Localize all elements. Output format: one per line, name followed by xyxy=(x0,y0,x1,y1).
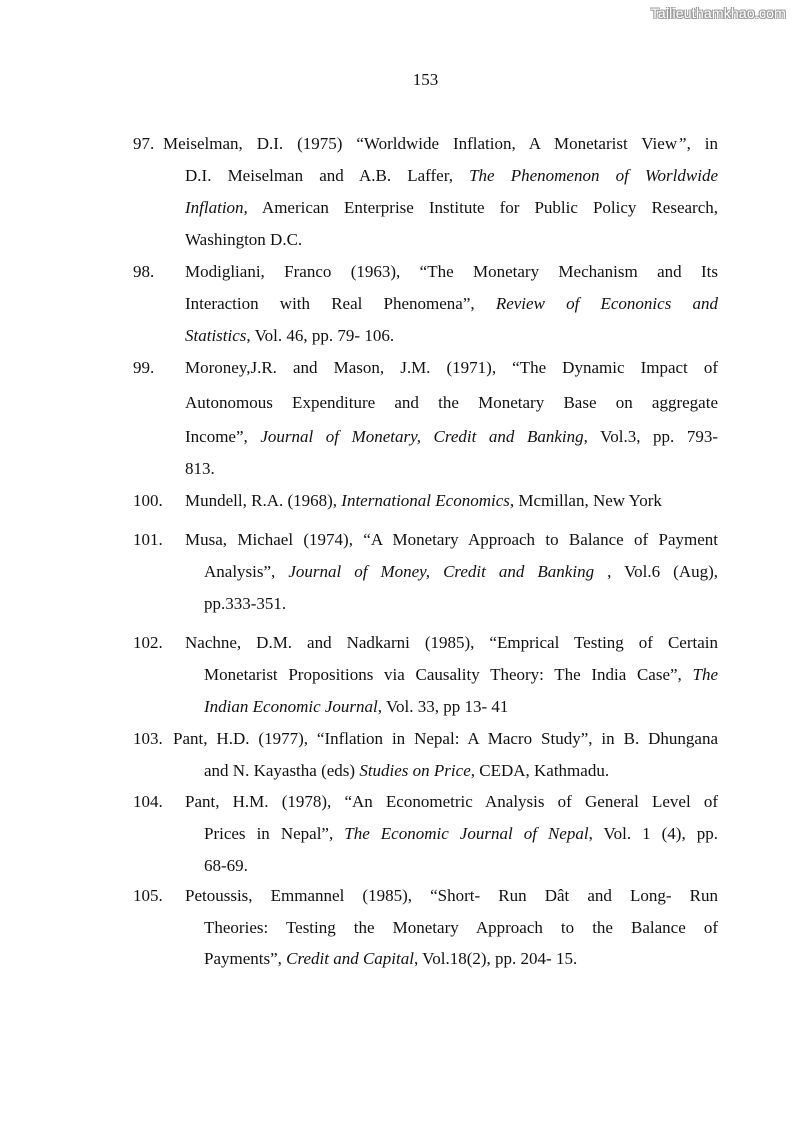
text: , Vol.6 (Aug), xyxy=(594,562,719,581)
text: , Vol.3, pp. 793- xyxy=(583,427,718,446)
text: Washington D.C. xyxy=(185,230,303,249)
text: , Vol. 46, pp. 79- 106. xyxy=(246,326,395,345)
text: Pant, H.M. (1978), “An Econometric Analysis of General Level of xyxy=(185,792,718,811)
text: Musa, Michael (1974), “A Monetary Approach to Balance of Payment xyxy=(185,530,718,549)
text: 68-69. xyxy=(204,856,248,875)
text: Mundell, R.A. (1968), xyxy=(185,491,342,510)
reference-line xyxy=(185,491,718,511)
reference-number: 100. xyxy=(133,491,163,510)
reference-line xyxy=(185,886,718,906)
italic-text: Journal of Money, Credit and Banking xyxy=(288,562,595,581)
text: Autonomous Expenditure and the Monetary Base on aggregate xyxy=(185,393,718,412)
watermark: Tailieuthamkhao.com xyxy=(650,5,786,21)
text: Monetarist Propositions via Causality Theory: The India Case”, xyxy=(204,665,693,684)
italic-text: The xyxy=(692,665,718,684)
text: Petoussis, Emmannel (1985), “Short- Run Dât and Long- Run xyxy=(185,886,718,905)
text: Nachne, D.M. and Nadkarni (1985), “Emprical Testing of Certain xyxy=(185,633,718,652)
reference-line xyxy=(185,230,718,250)
text: Modigliani, Franco (1963), “The Monetary Mechanism and Its xyxy=(185,262,718,281)
reference-line xyxy=(204,594,718,614)
italic-text: Statistics xyxy=(185,326,247,345)
reference-line xyxy=(185,198,718,218)
reference-line xyxy=(204,562,718,582)
text: American Enterprise Institute for Public Policy Research, xyxy=(247,198,718,217)
italic-text: ” xyxy=(677,134,687,153)
reference-line xyxy=(185,459,718,479)
reference-line xyxy=(185,294,718,314)
text: Theories: Testing the Monetary Approach to the Balance of xyxy=(204,918,718,937)
text: , CEDA, Kathmadu. xyxy=(470,761,610,780)
reference-number: 101. xyxy=(133,530,163,549)
reference-number: 104. xyxy=(133,792,163,811)
reference-line xyxy=(185,633,718,653)
reference-line xyxy=(185,530,718,550)
italic-text: Review of Econonics and xyxy=(495,294,718,313)
reference-line xyxy=(163,134,718,154)
italic-text: Studies on Price xyxy=(359,761,471,780)
reference-number: 98. xyxy=(133,262,155,281)
text: Meiselman, D.I. (1975) “Worldwide Inflation, A Monetarist View xyxy=(163,134,678,153)
text: 813. xyxy=(185,459,215,478)
reference-number: 97. xyxy=(133,134,155,153)
reference-number: 105. xyxy=(133,886,163,905)
italic-text: Journal of Monetary, Credit and Banking xyxy=(260,427,584,446)
italic-text: The Economic Journal of Nepal xyxy=(344,824,589,843)
text: Payments”, xyxy=(204,949,287,968)
text: Moroney,J.R. and Mason, J.M. (1971), “The Dynamic Impact of xyxy=(185,358,718,377)
text: , Vol.18(2), pp. 204- 15. xyxy=(413,949,578,968)
reference-line xyxy=(204,949,718,969)
reference-number: 103. xyxy=(133,729,163,748)
page-number: 153 xyxy=(412,70,439,89)
text: , Vol. 1 (4), pp. xyxy=(588,824,718,843)
reference-line xyxy=(204,918,718,938)
text: pp.333-351. xyxy=(204,594,287,613)
text: Analysis”, xyxy=(204,562,289,581)
text: , in xyxy=(686,134,718,153)
reference-line xyxy=(185,358,718,378)
reference-line xyxy=(185,326,718,346)
reference-line xyxy=(185,393,718,413)
reference-line xyxy=(185,792,718,812)
reference-line xyxy=(204,856,718,876)
italic-text: Indian Economic Journal xyxy=(204,697,378,716)
reference-line xyxy=(204,824,718,844)
reference-line xyxy=(173,729,718,749)
text: , Mcmillan, New York xyxy=(509,491,662,510)
reference-line xyxy=(185,166,718,186)
italic-text: The Phenomenon of Worldwide xyxy=(469,166,718,185)
reference-number: 102. xyxy=(133,633,163,652)
reference-line xyxy=(185,262,718,282)
text: Interaction with Real Phenomena”, xyxy=(185,294,496,313)
italic-text: Credit and Capital xyxy=(286,949,414,968)
text: Pant, H.D. (1977), “Inflation in Nepal: A Macro Study”, in B. Dhungana xyxy=(173,729,718,748)
text: Income”, xyxy=(185,427,261,446)
reference-line xyxy=(185,427,718,447)
reference-line xyxy=(204,761,718,781)
text: D.I. Meiselman and A.B. Laffer, xyxy=(185,166,470,185)
text: , Vol. 33, pp 13- 41 xyxy=(377,697,509,716)
italic-text: International Economics xyxy=(341,491,510,510)
text: and N. Kayastha (eds) xyxy=(204,761,360,780)
reference-line xyxy=(204,665,718,685)
reference-number: 99. xyxy=(133,358,155,377)
italic-text: Inflation, xyxy=(185,198,248,217)
text: Prices in Nepal”, xyxy=(204,824,345,843)
reference-line xyxy=(204,697,718,717)
